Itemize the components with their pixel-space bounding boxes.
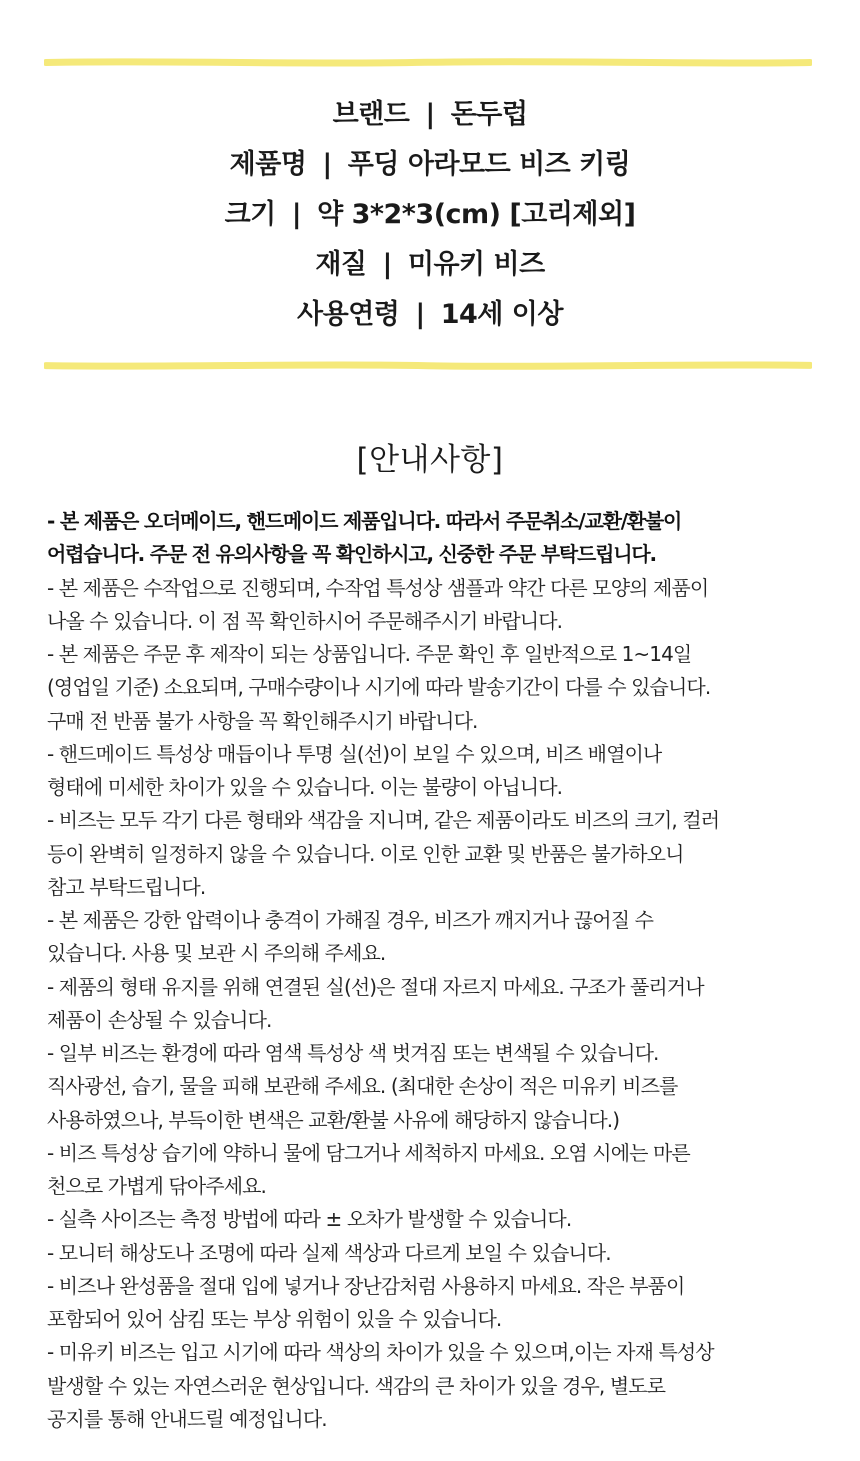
spec-value: 약 3*2*3(cm) [고리제외] bbox=[317, 199, 636, 230]
notice-line: - 모니터 해상도나 조명에 따라 실제 색상과 다르게 보일 수 있습니다. bbox=[47, 1240, 611, 1265]
notice-line: 발생할 수 있는 자연스러운 현상입니다. 색감의 큰 차이가 있을 경우, 별도로 bbox=[47, 1373, 666, 1398]
notice-line: - 실측 사이즈는 측정 방법에 따라 ± 오차가 발생할 수 있습니다. bbox=[47, 1207, 572, 1232]
spec-label: 재질 bbox=[315, 249, 367, 280]
spec-row-brand bbox=[0, 90, 860, 140]
notice-line: 나올 수 있습니다. 이 점 꼭 확인하시어 주문해주시기 바랍니다. bbox=[47, 608, 563, 633]
notice-title: [안내사항] bbox=[356, 442, 504, 478]
spec-value: 돈두럽 bbox=[450, 99, 528, 130]
spec-label: 크기 bbox=[224, 199, 276, 230]
notice-line: 사용하였으나, 부득이한 변색은 교환/환불 사유에 해당하지 않습니다.) bbox=[47, 1107, 620, 1132]
spec-separator: | bbox=[425, 99, 435, 130]
top-yellow-divider bbox=[44, 58, 812, 67]
notice-line: 공지를 통해 안내드릴 예정입니다. bbox=[47, 1406, 327, 1431]
notice-line: 구매 전 반품 불가 사항을 꼭 확인해주시기 바랍니다. bbox=[47, 708, 478, 733]
notice-line: 등이 완벽히 일정하지 않을 수 있습니다. 이로 인한 교환 및 반품은 불가하오니 bbox=[47, 841, 684, 866]
spec-row-size bbox=[0, 190, 860, 240]
notice-line: - 본 제품은 오더메이드, 핸드메이드 제품입니다. 따라서 주문취소/교환/환불이 bbox=[47, 509, 682, 533]
notice-list bbox=[47, 505, 827, 1436]
notice-line: 제품이 손상될 수 있습니다. bbox=[47, 1007, 272, 1032]
spec-row-material bbox=[0, 240, 860, 290]
notice-line: 있습니다. 사용 및 보관 시 주의해 주세요. bbox=[47, 941, 386, 966]
product-spec-list bbox=[0, 90, 860, 340]
notice-line: (영업일 기준) 소요되며, 구매수량이나 시기에 따라 발송기간이 다를 수 있습니다. bbox=[47, 675, 711, 700]
notice-line: 포함되어 있어 삼킴 또는 부상 위험이 있을 수 있습니다. bbox=[47, 1307, 502, 1331]
notice-line: 형태에 미세한 차이가 있을 수 있습니다. 이는 불량이 아닙니다. bbox=[47, 775, 563, 799]
spec-label: 브랜드 bbox=[332, 99, 410, 130]
spec-value: 14세 이상 bbox=[440, 299, 563, 330]
notice-line: - 미유키 비즈는 입고 시기에 따라 색상의 차이가 있을 수 있으며,이는 자재 특성상 bbox=[47, 1340, 714, 1365]
spec-separator: | bbox=[322, 149, 332, 180]
spec-row-age bbox=[0, 290, 860, 340]
spec-label: 제품명 bbox=[229, 149, 307, 180]
notice-line: 직사광선, 습기, 물을 피해 보관해 주세요. (최대한 손상이 적은 미유키 비즈를 bbox=[47, 1074, 678, 1099]
notice-line: - 비즈는 모두 각기 다른 형태와 색감을 지니며, 같은 제품이라도 비즈의 크기, 컬러 bbox=[47, 808, 720, 833]
notice-line: - 일부 비즈는 환경에 따라 염색 특성상 색 벗겨짐 또는 변색될 수 있습니다. bbox=[47, 1041, 659, 1065]
spec-label: 사용연령 bbox=[297, 299, 400, 330]
spec-value: 미유키 비즈 bbox=[407, 249, 545, 280]
spec-value: 푸딩 아라모드 비즈 키링 bbox=[347, 149, 631, 180]
notice-line: 참고 부탁드립니다. bbox=[47, 874, 206, 899]
bottom-yellow-divider bbox=[44, 361, 812, 370]
notice-line: - 비즈 특성상 습기에 약하니 물에 담그거나 세척하지 마세요. 오염 시에는 마른 bbox=[47, 1140, 690, 1165]
spec-separator: | bbox=[415, 299, 425, 330]
notice-line: 천으로 가볍게 닦아주세요. bbox=[47, 1174, 266, 1198]
spec-separator: | bbox=[291, 199, 302, 230]
notice-line: 어렵습니다. 주문 전 유의사항을 꼭 확인하시고, 신중한 주문 부탁드립니다. bbox=[47, 542, 656, 567]
notice-line: - 본 제품은 강한 압력이나 충격이 가해질 경우, 비즈가 깨지거나 끊어질 수 bbox=[47, 908, 653, 932]
notice-line: - 본 제품은 주문 후 제작이 되는 상품입니다. 주문 확인 후 일반적으로 1~14일 bbox=[47, 642, 692, 666]
spec-row-product-name bbox=[0, 140, 860, 190]
spec-separator: | bbox=[382, 249, 392, 280]
notice-line: - 핸드메이드 특성상 매듭이나 투명 실(선)이 보일 수 있으며, 비즈 배열이나 bbox=[47, 741, 662, 766]
notice-line: - 제품의 형태 유지를 위해 연결된 실(선)은 절대 자르지 마세요. 구조가 풀리거나 bbox=[47, 974, 704, 999]
notice-line: - 비즈나 완성품을 절대 입에 넣거나 장난감처럼 사용하지 마세요. 작은 부품이 bbox=[47, 1273, 685, 1298]
notice-line: - 본 제품은 수작업으로 진행되며, 수작업 특성상 샘플과 약간 다른 모양의 제품이 bbox=[47, 575, 709, 600]
